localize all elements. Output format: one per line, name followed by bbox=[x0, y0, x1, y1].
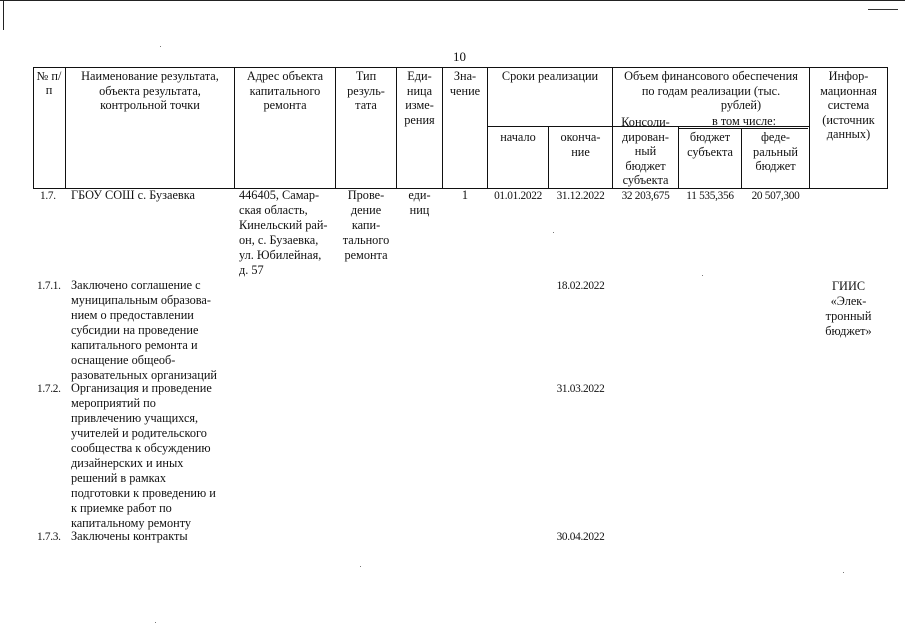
header-unit: Еди- ница изме- рения bbox=[404, 69, 435, 127]
header-start: начало bbox=[500, 130, 536, 144]
scan-speck bbox=[843, 572, 844, 573]
row-name: ГБОУ СОШ с. Бузаевка bbox=[71, 188, 195, 202]
col-border-12 bbox=[887, 67, 888, 189]
col-border-2 bbox=[234, 67, 235, 189]
row-num: 1.7.3. bbox=[37, 531, 61, 543]
scan-speck bbox=[553, 232, 554, 233]
header-subject-budget: бюджет субъекта bbox=[687, 130, 733, 159]
row-name: Заключены контракты bbox=[71, 529, 188, 543]
header-incl: в том числе: bbox=[711, 114, 777, 128]
page-frame-right-mark bbox=[868, 9, 898, 10]
row-unit: еди- ниц bbox=[408, 188, 431, 217]
header-info-system: Инфор- мационная система (источник данных) bbox=[820, 69, 877, 141]
page-frame-left bbox=[3, 0, 4, 30]
scan-speck bbox=[360, 566, 361, 567]
row-end-date: 31.12.2022 bbox=[556, 190, 605, 202]
row-num: 1.7. bbox=[40, 190, 56, 202]
row-name: Заключено соглашение с муниципальным образова- нием о предоставлении субсидии на проведение капитального ремонта и оснащение общеоб- разовательных организаций bbox=[71, 278, 217, 382]
header-num: № п/п bbox=[36, 69, 62, 97]
scan-speck bbox=[155, 622, 156, 623]
row-type: Прове- дение капи- тального ремонта bbox=[342, 188, 390, 262]
page-number: 10 bbox=[453, 49, 466, 64]
row-end-date: 18.02.2022 bbox=[556, 280, 605, 292]
header-type: Тип резуль- тата bbox=[347, 69, 385, 112]
col-border-1 bbox=[65, 67, 66, 189]
header-federal-budget: феде- ральный бюджет bbox=[753, 130, 798, 173]
page-frame-top bbox=[0, 0, 905, 9]
row-federal-budget: 20 507,300 bbox=[751, 190, 800, 202]
header-value: Зна- чение bbox=[449, 69, 481, 98]
scan-speck bbox=[160, 46, 161, 47]
row-value: 1 bbox=[461, 188, 469, 202]
col-border-6 bbox=[487, 67, 488, 189]
header-consolidated: Консоли- дирован- ный бюджет субъекта bbox=[621, 115, 670, 187]
row-end-date: 30.04.2022 bbox=[556, 531, 605, 543]
row-info-system: ГИИС «Элек- тронный бюджет» bbox=[825, 279, 872, 338]
row-subject-budget: 11 535,356 bbox=[686, 190, 734, 202]
row-consolidated: 32 203,675 bbox=[621, 190, 670, 202]
header-end: оконча- ние bbox=[560, 130, 601, 159]
scan-speck bbox=[702, 275, 703, 276]
row-num: 1.7.2. bbox=[37, 383, 61, 395]
header-terms: Сроки реализации bbox=[501, 69, 599, 83]
table-top-border bbox=[33, 67, 888, 68]
row-name: Организация и проведение мероприятий по привлечению учащихся, учителей и родительского сообщества к обсуждению дизайнерских и иных решений в рамках подготовки к проведению и к приемке работ по капитальному ремонту bbox=[71, 381, 216, 530]
row-start-date: 01.01.2022 bbox=[494, 190, 542, 202]
row-address: 446405, Самар- ская область, Кинельский рай- он, с. Бузаевка, ул. Юбилейная, д. 57 bbox=[239, 188, 328, 277]
row-end-date: 31.03.2022 bbox=[556, 383, 605, 395]
header-address: Адрес объекта капитального ремонта bbox=[246, 69, 324, 112]
header-finance: Объем финансового обеспечения по годам реализации (тыс. рублей) bbox=[624, 69, 798, 112]
row-num: 1.7.1. bbox=[37, 280, 61, 292]
header-name: Наименование результата, объекта результата, контрольной точки bbox=[81, 69, 219, 112]
